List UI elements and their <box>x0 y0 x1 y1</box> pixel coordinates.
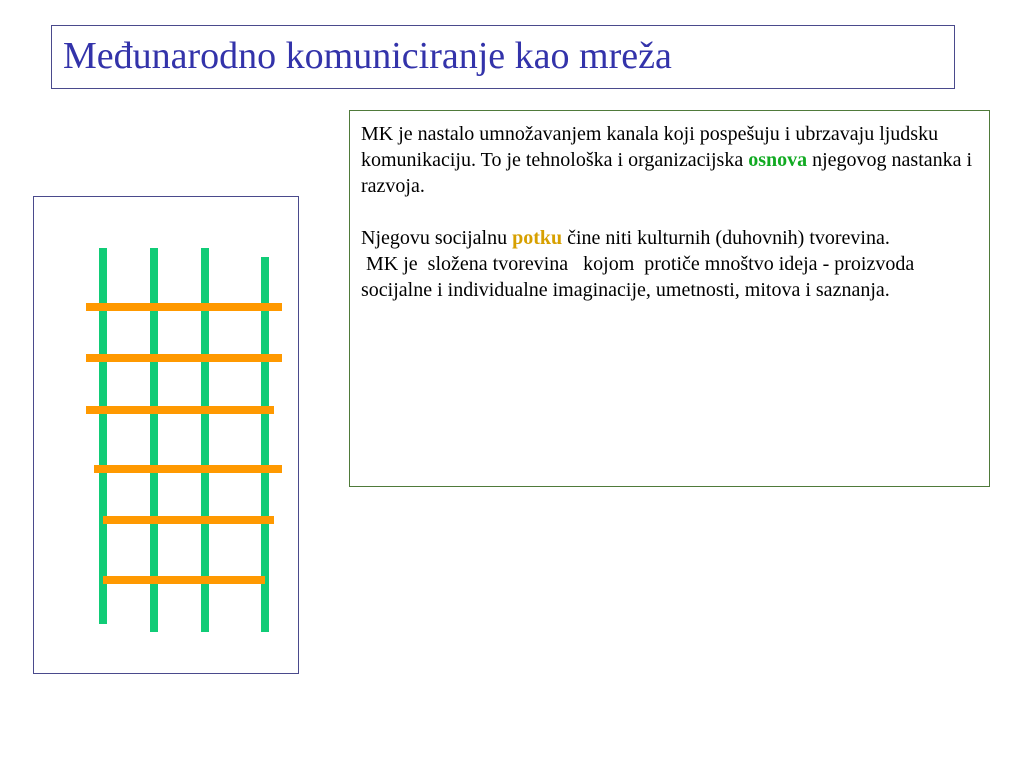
weave-grid-box <box>33 196 299 674</box>
weft-threads <box>86 307 282 580</box>
content-text-box <box>349 110 990 487</box>
paragraph-2 <box>361 225 979 251</box>
paragraph-2-text-b: čine niti kulturnih (duhovnih) tvorevina. <box>562 227 890 249</box>
slide-title: Međunarodno komuniciranje kao mreža <box>63 35 672 77</box>
highlight-potku: potku <box>512 227 563 249</box>
paragraph-1-text-a: MK je nastalo umnožavanjem kanala koji pospešuju i ubrzavaju ljudsku komunikaciju. To je tehnološka i organizacijska <box>361 123 939 171</box>
title-box <box>51 25 955 89</box>
highlight-osnova: osnova <box>748 149 808 171</box>
paragraph-1 <box>361 121 979 199</box>
paragraph-gap <box>361 199 979 225</box>
paragraph-1-text-b: njegovog nastanka i razvoja. <box>361 149 973 197</box>
paragraph-3: MK je složena tvorevina kojom protiče mnoštvo ideja - proizvoda socijalne i individualne imaginacije, umetnosti, mitova i saznanja. <box>361 253 920 301</box>
paragraph-2-text-a: Njegovu socijalnu <box>361 227 513 249</box>
weave-grid-graphic <box>34 197 300 675</box>
